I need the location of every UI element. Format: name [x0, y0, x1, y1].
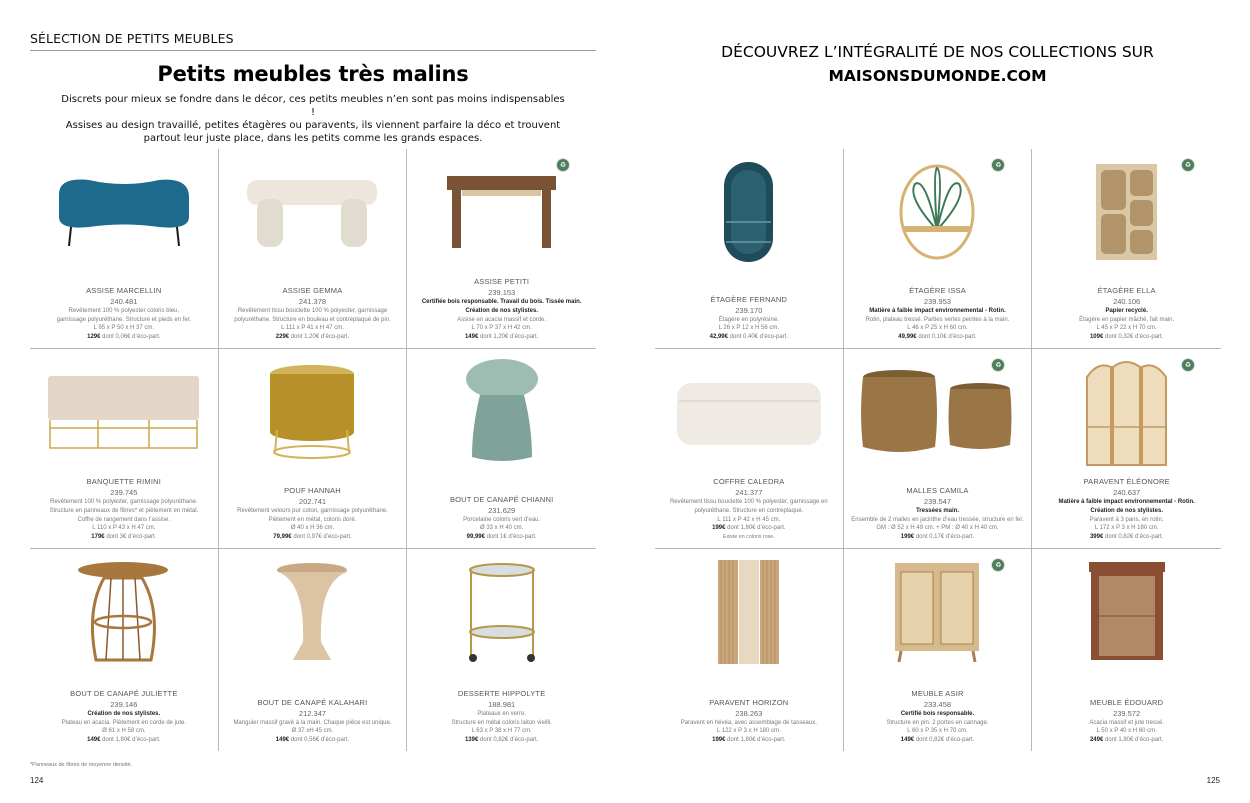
product-description: Rotin, plateau tressé. Parties vertes peintes à la main.	[865, 316, 1010, 323]
product-price: 42,99€	[709, 334, 728, 341]
eco-responsible-badge-icon: ♻	[1181, 158, 1195, 172]
product-image-paper-mache-shelf[interactable]	[1032, 157, 1221, 267]
product-info	[223, 697, 403, 745]
product-note: Existe en coloris rose.	[722, 534, 775, 541]
product-dimensions: Ø 33 x H 40 cm.	[479, 525, 524, 532]
product-highlight: Certifié bois responsable.	[900, 710, 975, 717]
product-info	[848, 485, 1028, 542]
product-reference: 239.572	[1113, 708, 1141, 718]
product-info	[411, 688, 592, 745]
product-name: MALLES CAMILA	[906, 485, 969, 495]
product-highlight: Matière à faible impact environnemental - Rotin.	[869, 307, 1006, 314]
product-description: Revêtement tissu bouclette 100 % polyester, garnissage en	[669, 499, 828, 506]
product-dimensions: L 111 x P 42 x H 45 cm.	[717, 516, 781, 523]
product-name: ASSISE GEMMA	[282, 285, 343, 295]
product-description: Revêtement 100 % polyester coloris bleu,	[68, 307, 180, 314]
product-card[interactable]	[30, 549, 219, 751]
product-price: 199€	[712, 737, 726, 744]
product-reference: 240.637	[1113, 488, 1141, 498]
product-image-mango-wood-side-table[interactable]	[219, 557, 407, 667]
product-price-line	[659, 736, 839, 745]
product-price-line	[223, 736, 403, 745]
product-card[interactable]	[844, 349, 1033, 549]
section-label: SÉLECTION DE PETITS MEUBLES	[30, 31, 234, 46]
product-dimensions: L 70 x P 37 x H 42 cm.	[471, 325, 532, 332]
product-description: GM : Ø 52 x H 49 cm. + PM : Ø 40 x H 40 cm.	[876, 525, 999, 532]
product-name: BANQUETTE RIMINI	[86, 477, 162, 487]
product-price-line	[848, 533, 1028, 542]
product-dimensions: L 46 x P 25 x H 60 cm.	[907, 325, 968, 332]
page-title: Petits meubles très malins	[157, 62, 469, 86]
product-reference: 238.263	[735, 708, 763, 718]
product-price-line	[1036, 736, 1217, 745]
product-image-jute-rope-side-table[interactable]	[30, 557, 218, 667]
product-description: Porcelaine coloris vert d’eau.	[463, 516, 541, 523]
product-card[interactable]	[844, 549, 1033, 751]
product-description: Assise en acacia massif et corde.	[457, 316, 547, 323]
product-description: Piètement en métal, coloris doré.	[268, 516, 357, 523]
product-info	[34, 285, 214, 342]
product-price-line	[659, 524, 839, 533]
product-name: ASSISE PETITI	[474, 277, 530, 287]
product-price-line	[1036, 533, 1217, 542]
product-name: COFFRE CALEDRA	[713, 477, 785, 487]
product-card[interactable]	[407, 549, 596, 751]
product-description: Revêtement velours pur coton, garnissage polyuréthane.	[237, 507, 388, 514]
product-price-line	[34, 333, 214, 342]
product-info	[848, 285, 1028, 342]
product-reference: 239.146	[110, 699, 138, 709]
callout-line: DÉCOUVREZ L’INTÉGRALITÉ DE NOS COLLECTIONS SUR	[721, 43, 1154, 61]
product-image-brass-glass-trolley[interactable]	[407, 557, 596, 667]
product-info	[1036, 697, 1217, 745]
website-callout	[655, 40, 1220, 88]
product-name: MEUBLE ÉDOUARD	[1090, 697, 1164, 707]
product-card[interactable]	[1032, 349, 1221, 549]
eco-responsible-badge-icon: ♻	[991, 558, 1005, 572]
product-info	[1036, 285, 1217, 342]
product-image-green-ceramic-side-table[interactable]	[407, 357, 596, 467]
product-price-line	[411, 333, 592, 342]
product-info	[848, 688, 1028, 745]
product-card[interactable]	[407, 149, 596, 349]
product-description: polyuréthane. Structure en contreplaqué.	[694, 507, 804, 514]
product-card[interactable]	[1032, 149, 1221, 349]
product-dimensions: Ø 40 x H 36 cm.	[290, 525, 335, 532]
product-name: BOUT DE CANAPÉ JULIETTE	[70, 688, 178, 698]
product-image-acacia-jute-cabinet[interactable]	[1032, 557, 1221, 667]
product-highlight: Papier recyclé.	[1105, 307, 1148, 314]
product-highlight: Tressées main.	[915, 507, 959, 514]
product-name: BOUT DE CANAPÉ CHIANNI	[449, 494, 554, 504]
product-reference: 240.106	[1113, 296, 1141, 306]
eco-participation: dont 1,80€ d’éco-part.	[102, 737, 161, 744]
website-link[interactable]: MAISONSDUMONDE.COM	[828, 67, 1047, 85]
product-dimensions: L 63 x P 38 x H 77 cm.	[471, 728, 532, 735]
product-card[interactable]	[407, 349, 596, 549]
product-reference: 231.629	[488, 505, 516, 515]
product-dimensions: L 95 x P 50 x H 37 cm.	[93, 325, 155, 332]
product-dimensions: L 60 x P 35 x H 70 cm.	[907, 728, 968, 735]
product-price-line	[1036, 333, 1217, 342]
eco-participation: dont 0,82€ d’éco-part.	[479, 737, 539, 744]
product-price: 399€	[1089, 534, 1104, 541]
product-image-rattan-room-divider[interactable]	[1032, 357, 1221, 467]
product-description: Étagère en polyrésine.	[718, 316, 779, 323]
intro-text	[60, 93, 566, 145]
product-info	[34, 476, 214, 542]
product-info	[659, 697, 839, 745]
product-card[interactable]	[30, 349, 219, 549]
product-reference: 239.153	[488, 288, 516, 298]
product-image-blue-velvet-bench[interactable]	[30, 157, 218, 267]
eco-participation: dont 1,80€ d’éco-part.	[727, 525, 786, 532]
eco-participation: dont 0,17€ d’éco-part.	[915, 534, 975, 541]
eco-participation: dont 0,82€ d’éco-part.	[1104, 534, 1164, 541]
product-card[interactable]	[219, 149, 408, 349]
product-info	[1036, 476, 1217, 542]
eco-participation: dont 0,82€ d’éco-part.	[915, 737, 975, 744]
product-price: 199€	[712, 525, 726, 532]
product-image-mustard-velvet-pouf[interactable]	[219, 357, 407, 467]
product-description: Acacia massif et jute tressé.	[1089, 719, 1165, 726]
product-dimensions: L 122 x P 3 x H 180 cm.	[716, 728, 781, 735]
product-card[interactable]	[1032, 549, 1221, 751]
product-name: MEUBLE ASIR	[911, 688, 964, 698]
eco-participation: dont 1,80€ d’éco-part.	[727, 737, 786, 744]
product-card[interactable]	[844, 149, 1033, 349]
intro-line: Discrets pour mieux se fondre dans le décor, ces petits meubles n’en sont pas moins indispensables !	[61, 94, 565, 118]
product-info	[411, 276, 592, 342]
product-description: Structure en pin. 2 portes en cannage.	[886, 719, 989, 726]
product-description: Étagère en papier mâché, fait main.	[1079, 316, 1175, 323]
page-number: 124	[30, 776, 44, 785]
product-card[interactable]	[655, 549, 844, 751]
product-card[interactable]	[655, 349, 844, 549]
product-image-cane-door-cabinet[interactable]	[844, 557, 1032, 667]
product-price: 249€	[1089, 737, 1104, 744]
product-description: Paravent à 3 pans, en rotin.	[1089, 516, 1164, 523]
product-image-slatted-wood-divider[interactable]	[655, 557, 843, 667]
eco-participation: dont 0,97€ d’éco-part.	[293, 534, 352, 541]
product-highlight: Certifiée bois responsable. Travail du bois. Tissée main.	[421, 299, 582, 306]
product-dimensions: L 45 x P 22 x H 70 cm.	[1096, 325, 1157, 332]
eco-participation: dont 1,20€ d’éco-part.	[290, 334, 350, 341]
product-info	[659, 294, 839, 342]
product-dimensions: Ø 61 x H 58 cm.	[102, 728, 146, 735]
product-description: Structure en métal coloris laiton vieilli.	[451, 719, 552, 726]
product-image-teal-oval-wall-shelf[interactable]	[655, 157, 843, 267]
product-price-line	[411, 736, 592, 745]
product-grid-right	[655, 149, 1221, 751]
product-price-line	[411, 533, 592, 542]
section-divider	[30, 50, 596, 51]
product-description: Structure en panneaux de fibres* et piètement en métal.	[49, 507, 199, 514]
product-name: BOUT DE CANAPÉ KALAHARI	[257, 697, 368, 707]
product-price-line	[34, 736, 214, 745]
product-price-line	[659, 333, 839, 342]
product-price: 49,99€	[898, 334, 917, 341]
product-reference: 240.481	[110, 296, 138, 306]
right-page	[625, 0, 1250, 803]
product-price: 149€	[464, 334, 479, 341]
product-description: Revêtement tissu bouclette 100 % polyester, garnissage	[237, 307, 388, 314]
eco-responsible-badge-icon: ♻	[991, 358, 1005, 372]
product-description: polyuréthane. Structure en bouleau et contreplaqué de pin.	[234, 316, 391, 323]
product-price: 109€	[1089, 334, 1104, 341]
product-image-boucle-storage-trunk[interactable]	[655, 357, 843, 467]
product-card[interactable]	[219, 349, 408, 549]
product-price-line	[848, 333, 1028, 342]
product-highlight: Création de nos stylistes.	[1090, 507, 1164, 514]
eco-responsible-badge-icon: ♻	[991, 158, 1005, 172]
eco-participation: dont 0,06€ d’éco-part.	[102, 334, 161, 341]
product-price-line	[223, 333, 403, 342]
eco-participation: dont 1,80€ d’éco-part.	[1104, 737, 1164, 744]
eco-responsible-badge-icon: ♻	[1181, 358, 1195, 372]
product-reference: 239.170	[735, 305, 763, 315]
product-description: garnissage polyuréthane. Structure et pieds en fer.	[56, 316, 192, 323]
product-highlight: Matière à faible impact environnemental - Rotin.	[1058, 499, 1195, 506]
product-price: 99,99€	[466, 534, 485, 541]
product-description: Ensemble de 2 malles en jacinthe d’eau tressée, structure en fer.	[851, 516, 1024, 523]
product-highlight: Création de nos stylistes.	[87, 710, 161, 717]
product-card[interactable]	[30, 149, 219, 349]
product-price: 229€	[275, 334, 290, 341]
product-card[interactable]	[219, 549, 408, 751]
product-reference: 233.458	[923, 699, 952, 709]
product-highlight: Création de nos stylistes.	[465, 307, 539, 314]
product-price: 149€	[275, 737, 290, 744]
product-name: ÉTAGÈRE ISSA	[909, 285, 966, 295]
product-image-woven-hyacinth-trunks[interactable]	[844, 357, 1032, 467]
product-price: 179€	[91, 534, 105, 541]
product-price-line	[848, 736, 1028, 745]
product-reference: 241.377	[735, 488, 763, 498]
product-price: 149€	[87, 737, 101, 744]
product-price: 139€	[464, 737, 479, 744]
product-name: POUF HANNAH	[284, 485, 341, 495]
product-name: PARAVENT HORIZON	[709, 697, 789, 707]
intro-line: partout leur juste place, dans les petits comme les grands espaces.	[143, 133, 483, 144]
footnote: *Panneaux de fibres de moyenne densité.	[30, 762, 133, 768]
product-info	[659, 476, 839, 542]
product-image-acacia-wood-stool[interactable]	[407, 157, 596, 267]
product-grid-left	[30, 149, 596, 751]
product-description: Plateaux en verre.	[477, 710, 527, 717]
eco-participation: dont 1,20€ d’éco-part.	[479, 334, 539, 341]
product-description: Revêtement 100 % polyester, garnissage polyuréthane.	[50, 499, 198, 506]
product-image-rattan-wall-shelf[interactable]	[844, 157, 1032, 267]
product-price: 199€	[900, 534, 915, 541]
product-description: Plateau en acacia. Piètement en corde de jute.	[61, 719, 187, 726]
product-reference: 188.981	[488, 699, 516, 709]
page-number: 125	[1206, 776, 1220, 785]
product-dimensions: Ø 37 xH 45 cm.	[291, 728, 334, 735]
product-name: ASSISE MARCELLIN	[86, 285, 162, 295]
eco-participation: dont 0,40€ d’éco-part.	[729, 334, 789, 341]
product-price: 79,99€	[273, 534, 292, 541]
product-name: ÉTAGÈRE FERNAND	[710, 294, 788, 304]
product-reference: 239.953	[923, 296, 952, 306]
product-info	[411, 494, 592, 542]
eco-participation: dont 0,56€ d’éco-part.	[290, 737, 350, 744]
product-name: DESSERTE HIPPOLYTE	[457, 688, 546, 698]
product-description: Paravent en hévéa, avec assemblage de tasseaux.	[680, 719, 817, 726]
product-dimensions: L 110 x P 43 x H 47 cm.	[92, 525, 156, 532]
product-reference: 239.745	[110, 488, 138, 498]
product-info	[223, 285, 403, 342]
product-name: PARAVENT ÉLÉONORE	[1083, 477, 1170, 487]
product-image-cream-boucle-bench[interactable]	[219, 157, 407, 267]
eco-participation: dont 0,32€ d’éco-part.	[1104, 334, 1164, 341]
product-reference: 239.547	[923, 496, 952, 506]
product-dimensions: L 172 x P 3 x H 180 cm.	[1094, 525, 1159, 532]
product-price: 129€	[87, 334, 101, 341]
product-description: Manguier massif gravé à la main. Chaque pièce est unique.	[233, 719, 392, 726]
eco-participation: dont 3€ d’éco-part.	[106, 534, 157, 541]
product-dimensions: L 111 x P 41 x H 47 cm.	[281, 325, 344, 332]
eco-responsible-badge-icon: ♻	[556, 158, 570, 172]
product-price: 149€	[900, 737, 915, 744]
eco-participation: dont 0,10€ d’éco-part.	[918, 334, 977, 341]
product-reference: 212.347	[298, 708, 327, 718]
eco-participation: dont 1€ d’éco-part.	[486, 534, 537, 541]
product-info	[34, 688, 214, 745]
intro-line: Assises au design travaillé, petites étagères ou paravents, ils viennent parfaire la déco et trouvent	[65, 120, 561, 131]
product-reference: 241.378	[298, 296, 327, 306]
product-image-beige-storage-bench[interactable]	[30, 357, 218, 467]
product-info	[223, 485, 403, 542]
product-reference: 202.741	[298, 496, 327, 506]
product-price-line	[223, 533, 403, 542]
product-dimensions: L 26 x P 12 x H 56 cm.	[718, 325, 780, 332]
product-price-line	[34, 533, 214, 542]
product-dimensions: L 50 x P 40 x H 60 cm.	[1096, 728, 1157, 735]
product-card[interactable]	[655, 149, 844, 349]
product-description: Coffre de rangement dans l’assise.	[77, 516, 171, 523]
product-name: ÉTAGÈRE ELLA	[1097, 285, 1156, 295]
